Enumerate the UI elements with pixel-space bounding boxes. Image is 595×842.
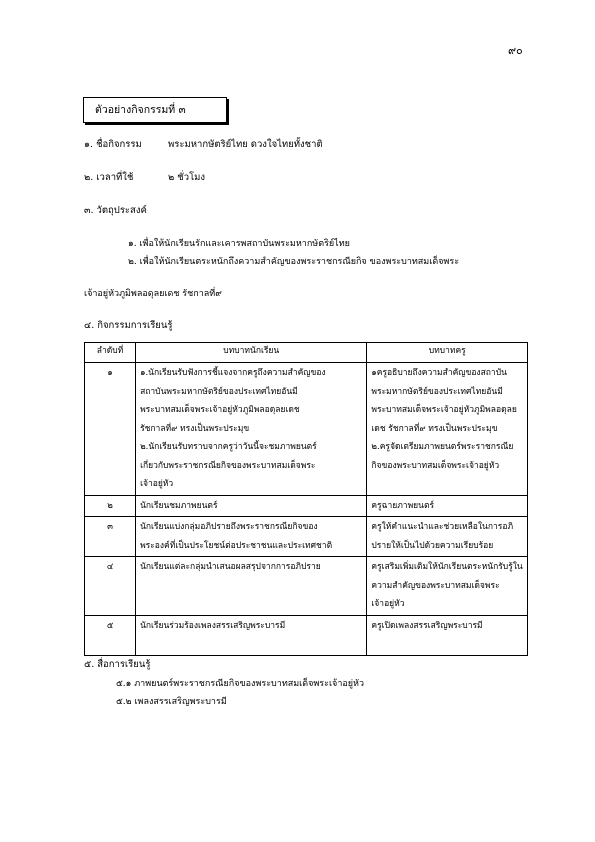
cell-line: ครูเปิดเพลงสรรเสริญพระบารมี bbox=[371, 620, 483, 631]
row-number: ๕ bbox=[85, 615, 136, 655]
cell-line: กิจของพระบาทสมเด็จพระเจ้าอยู่หัว bbox=[371, 460, 500, 471]
teacher-role-cell bbox=[367, 557, 528, 616]
cell-line: นักเรียนร่วมร้องเพลงสรรเสริญพระบารมี bbox=[140, 620, 286, 631]
cell-line: เดช รัชกาลที่๙ ทรงเป็นพระประมุข bbox=[371, 423, 498, 434]
cell-line: นักเรียนแต่ละกลุ่มนำเสนอผลสรุปจากการอภิปราย bbox=[140, 562, 321, 572]
cell-line: ปรายให้เป็นไปด้วยความเรียบร้อย bbox=[371, 540, 494, 551]
table-row bbox=[85, 363, 528, 496]
student-role-cell bbox=[136, 495, 367, 517]
teacher-role-cell bbox=[367, 363, 528, 496]
table-row bbox=[85, 517, 528, 557]
table-row bbox=[85, 557, 528, 616]
cell-line: พระองค์ที่เป็นประโยชน์ต่อประชาชนและประเทศชาติ bbox=[140, 540, 333, 551]
cell-line: รัชกาลที่๙ ทรงเป็นพระประมุข bbox=[140, 423, 250, 434]
cell-line: พระบาทสมเด็จพระเจ้าอยู่หัวภูมิพลอดุลย bbox=[371, 405, 517, 415]
cell-line: พระบาทสมเด็จพระเจ้าอยู่หัวภูมิพลอดุลยเดช bbox=[140, 405, 300, 415]
teacher-role-cell bbox=[367, 495, 528, 517]
row-number: ๒ bbox=[85, 495, 136, 517]
objectives-label: ๓. วัตถุประสงค์ bbox=[84, 205, 147, 216]
cell-line: ความสำคัญของพระบาทสมเด็จพระ bbox=[371, 580, 500, 591]
time-value: ๒ ชั่วโมง bbox=[168, 172, 206, 183]
cell-line: ครูให้คำแนะนำและช่วยเหลือในการอภิ bbox=[371, 522, 514, 532]
row-number: ๔ bbox=[85, 557, 136, 616]
cell-line: ๑ครูอธิบายถึงความสำคัญของสถาบัน bbox=[371, 368, 507, 378]
objective-item: ๒. เพื่อให้นักเรียนตระหนักถึงความสำคัญของพระราชกรณียกิจ ของพระบาทสมเด็จพระ bbox=[128, 257, 460, 267]
header-order: ลำดับที่ bbox=[85, 343, 136, 363]
teacher-role-cell bbox=[367, 615, 528, 655]
teacher-role-cell bbox=[367, 517, 528, 557]
cell-line: ๒.นักเรียนรับทราบจากครูว่าวันนี้จะชมภาพยนตร์ bbox=[140, 442, 317, 452]
objective-item: ๑. เพื่อให้นักเรียนรักและเคารพสถาบันพระมหากษัตริย์ไทย bbox=[128, 239, 350, 249]
cell-line: ครูเสริมเพิ่มเติมให้นักเรียนตระหนักรับรู้ใน bbox=[371, 562, 523, 572]
activities-label: ๔. กิจกรรมการเรียนรู้ bbox=[84, 320, 173, 331]
cell-line: สถาบันพระมหากษัตริย์ของประเทศไทยอันมี bbox=[140, 386, 298, 397]
objective-continuation: เจ้าอยู่หัวภูมิพลอดุลยเดช รัชกาลที่๙ bbox=[84, 289, 222, 299]
source-item: ๕.๑ ภาพยนตร์พระราชกรณียกิจของพระบาทสมเด็จพระเจ้าอยู่หัว bbox=[116, 679, 365, 689]
cell-line: นักเรียนแบ่งกลุ่มอภิปรายถึงพระราชกรณียกิจของ bbox=[140, 522, 318, 532]
student-role-cell bbox=[136, 557, 367, 616]
header-student-role: บทบาทนักเรียน bbox=[136, 343, 367, 363]
cell-line: พระมหากษัตริย์ของประเทศไทยอันมี bbox=[371, 386, 503, 397]
name-label: ๑. ชื่อกิจกรรม bbox=[84, 139, 142, 150]
activity-box-title: ตัวอย่างกิจกรรมที่ ๓ bbox=[83, 97, 227, 123]
row-number: ๓ bbox=[85, 517, 136, 557]
cell-line: เจ้าอยู่หัว bbox=[140, 479, 174, 489]
cell-line: ๑.นักเรียนรับฟังการชี้แจงจากครูถึงความสำคัญของ bbox=[140, 368, 326, 378]
table-header-row bbox=[85, 343, 528, 363]
activities-table bbox=[84, 342, 528, 656]
row-number: ๑ bbox=[85, 363, 136, 496]
student-role-cell bbox=[136, 615, 367, 655]
time-label: ๒. เวลาที่ใช้ bbox=[84, 172, 134, 183]
table-row bbox=[85, 615, 528, 655]
source-item: ๕.๒ เพลงสรรเสริญพระบารมี bbox=[116, 697, 227, 707]
sources-label: ๕. สื่อการเรียนรู้ bbox=[84, 659, 151, 670]
cell-line: เกี่ยวกับพระราชกรณียกิจของพระบาทสมเด็จพระ bbox=[140, 460, 316, 471]
cell-line: เจ้าอยู่หัว bbox=[371, 599, 405, 609]
name-value: พระมหากษัตริย์ไทย ดวงใจไทยทั้งชาติ bbox=[168, 139, 323, 150]
cell-line: ๒.ครูจัดเตรียมภาพยนตร์พระราชกรณีย bbox=[371, 442, 514, 452]
student-role-cell bbox=[136, 517, 367, 557]
cell-line: นักเรียนชมภาพยนตร์ bbox=[140, 500, 218, 511]
student-role-cell bbox=[136, 363, 367, 496]
table-row bbox=[85, 495, 528, 517]
page-number: ๙๐ bbox=[508, 44, 523, 57]
header-teacher-role: บทบาทครู bbox=[367, 343, 528, 363]
cell-line: ครูฉายภาพยนตร์ bbox=[371, 500, 435, 511]
